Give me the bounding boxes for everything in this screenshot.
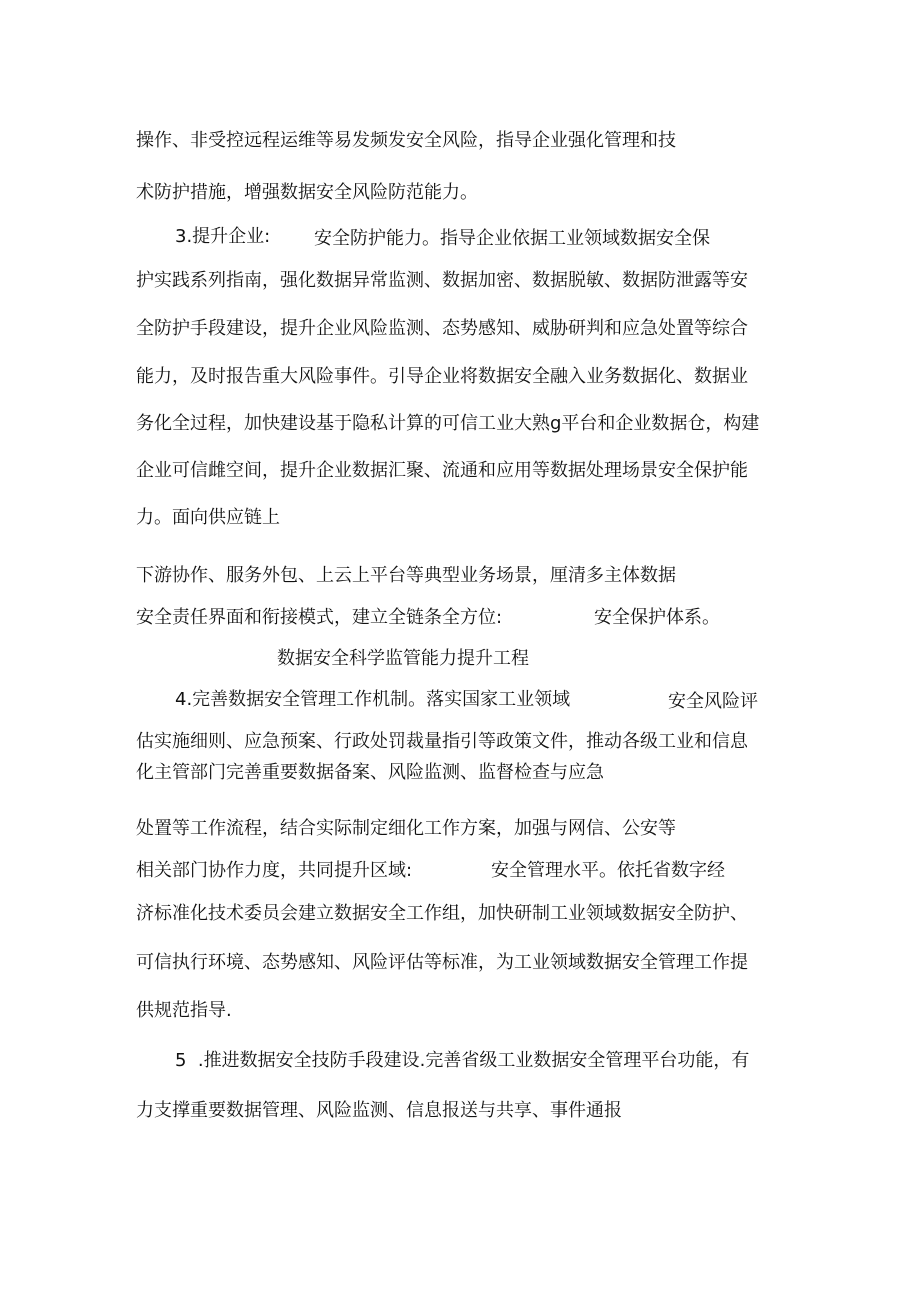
text-line: 3.提升企业: <box>175 226 271 247</box>
text-line: 5 .推进数据安全技防手段建设.完善省级工业数据安全管理平台功能，有 <box>175 1050 750 1071</box>
text-line: 能力，及时报告重大风险事件。引导企业将数据安全融入业务数据化、数据业 <box>136 366 748 387</box>
text-line: 安全保护体系。 <box>594 607 720 628</box>
text-line: 估实施细则、应急预案、行政处罚裁量指引等政策文件，推动各级工业和信息 <box>136 731 748 752</box>
text-line: 相关部门协作力度，共同提升区域: <box>136 860 413 881</box>
text-line: 全防护手段建设，提升企业风险监测、态势感知、威胁研判和应急处置等综合 <box>136 318 748 339</box>
text-line: 企业可信雌空间，提升企业数据汇聚、流通和应用等数据处理场景安全保护能 <box>136 460 748 481</box>
text-line: 安全管理水平。依托省数字经 <box>491 860 725 881</box>
text-line: 力。面向供应链上 <box>136 507 280 528</box>
text-line: 安全责任界面和衔接模式，建立全链条全方位: <box>136 607 503 628</box>
text-line: 供规范指导. <box>136 1000 232 1021</box>
text-line: 4.完善数据安全管理工作机制。落实国家工业领域 <box>175 689 571 710</box>
text-line: 化主管部门完善重要数据备案、风险监测、监督检查与应急 <box>136 762 604 783</box>
text-line: 安全防护能力。指导企业依据工业领域数据安全保 <box>314 228 710 249</box>
text-line: 操作、非受控远程运维等易发频发安全风险，指导企业强化管理和技 <box>136 130 676 151</box>
text-line: 务化全过程，加快建设基于隐私计算的可信工业大熟g平台和企业数据仓，构建 <box>136 413 760 434</box>
text-line: 处置等工作流程，结合实际制定细化工作方案，加强与网信、公安等 <box>136 818 676 839</box>
text-line: 力支撑重要数据管理、风险监测、信息报送与共享、事件通报 <box>136 1100 622 1121</box>
text-line: 护实践系列指南，强化数据异常监测、数据加密、数据脱敏、数据防泄露等安 <box>136 270 748 291</box>
text-line: 安全风险评 <box>668 691 758 712</box>
section-heading: 数据安全科学监管能力提升工程 <box>277 648 529 669</box>
text-line: 术防护措施，增强数据安全风险防范能力。 <box>136 182 478 203</box>
text-line: 下游协作、服务外包、上云上平台等典型业务场景，厘清多主体数据 <box>136 565 676 586</box>
text-line: 济标准化技术委员会建立数据安全工作组，加快研制工业领域数据安全防护、 <box>136 903 748 924</box>
text-line: 可信执行环境、态势感知、风险评估等标准，为工业领域数据安全管理工作提 <box>136 952 748 973</box>
